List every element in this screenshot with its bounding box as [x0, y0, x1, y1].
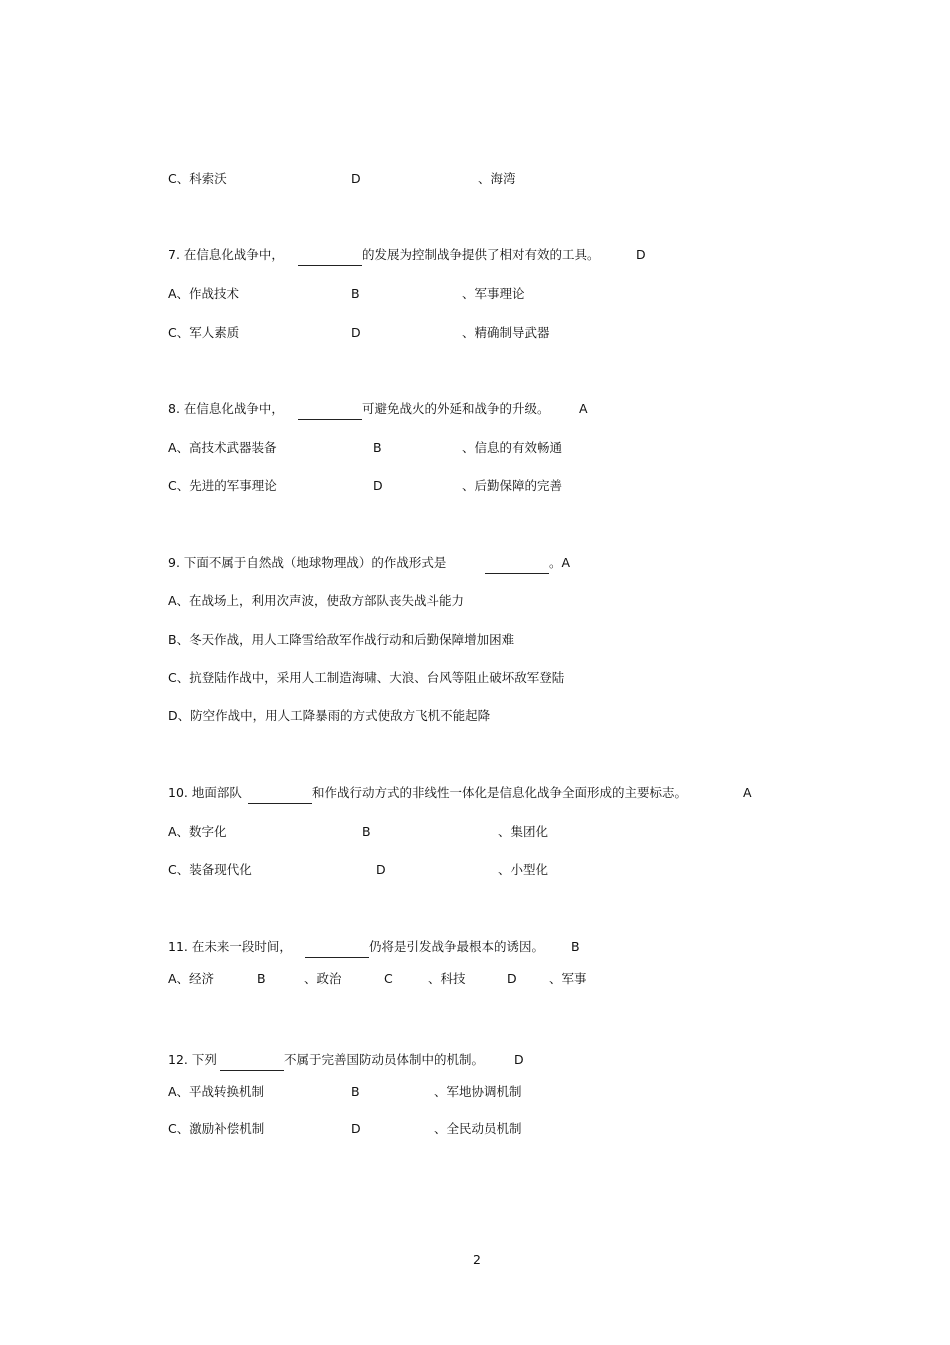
option-d-letter: D [351, 171, 361, 186]
q7-option-b-text: 、军事理论 [462, 286, 525, 301]
option-c-text: C、科索沃 [168, 171, 227, 186]
q10-option-d-text: 、小型化 [498, 862, 549, 877]
question-10-prefix: 10. 地面部队 [168, 785, 242, 800]
q12-option-a: A、平战转换机制 [168, 1084, 265, 1099]
q12-option-b-text: 、军地协调机制 [434, 1084, 522, 1099]
question-11-prefix: 11. 在未来一段时间， [168, 939, 292, 954]
q11-option-c-letter: C [384, 971, 393, 986]
q11-option-b-letter: B [257, 971, 266, 986]
q7-option-b-letter: B [351, 286, 360, 301]
question-8-answer: A [579, 401, 588, 416]
question-12-blank [220, 1070, 284, 1071]
question-9-prefix: 9. 下面不属于自然战（地球物理战）的作战形式是 [168, 555, 447, 570]
q10-option-b-letter: B [362, 824, 371, 839]
q11-option-d-letter: D [507, 971, 517, 986]
q9-option-d: D、防空作战中，用人工降暴雨的方式使敌方飞机不能起降 [168, 708, 491, 723]
q10-option-d-letter: D [376, 862, 386, 877]
q8-option-d-text: 、后勤保障的完善 [462, 478, 563, 493]
question-10-suffix: 和作战行动方式的非线性一体化是信息化战争全面形成的主要标志。 [312, 785, 688, 800]
q8-option-c: C、先进的军事理论 [168, 478, 277, 493]
question-7-prefix: 7. 在信息化战争中， [168, 247, 284, 262]
question-9-suffix: 。A [549, 555, 571, 570]
question-7-suffix: 的发展为控制战争提供了相对有效的工具。 [362, 247, 600, 262]
question-11-blank [305, 957, 369, 958]
q12-option-d-letter: D [351, 1121, 361, 1136]
question-8-blank [298, 419, 362, 420]
q10-option-b-text: 、集团化 [498, 824, 549, 839]
q10-option-a: A、数字化 [168, 824, 227, 839]
q9-option-b: B、冬天作战，用人工降雪给敌军作战行动和后勤保障增加困难 [168, 632, 515, 647]
q8-option-d-letter: D [373, 478, 383, 493]
q11-option-a: A、经济 [168, 971, 215, 986]
question-7-blank [298, 265, 362, 266]
option-d-text: 、海湾 [478, 171, 516, 186]
q8-option-b-text: 、信息的有效畅通 [462, 440, 563, 455]
q11-option-d-text: 、军事 [549, 971, 587, 986]
question-8-suffix: 可避免战火的外延和战争的升级。 [362, 401, 550, 416]
q8-option-a: A、高技术武器装备 [168, 440, 277, 455]
question-10-answer: A [743, 785, 752, 800]
question-9-blank [485, 573, 549, 574]
q9-option-c: C、抗登陆作战中，采用人工制造海啸、大浪、台风等阻止破坏敌军登陆 [168, 670, 565, 685]
question-11-answer: B [571, 939, 580, 954]
q7-option-a: A、作战技术 [168, 286, 240, 301]
question-12-answer: D [514, 1052, 524, 1067]
q7-option-d-letter: D [351, 325, 361, 340]
q12-option-c: C、激励补偿机制 [168, 1121, 265, 1136]
question-10-blank [248, 803, 312, 804]
q8-option-b-letter: B [373, 440, 382, 455]
question-8-prefix: 8. 在信息化战争中， [168, 401, 284, 416]
question-12-suffix: 不属于完善国防动员体制中的机制。 [284, 1052, 485, 1067]
question-7-answer: D [636, 247, 646, 262]
q12-option-b-letter: B [351, 1084, 360, 1099]
page-number: 2 [473, 1252, 481, 1267]
question-11-suffix: 仍将是引发战争最根本的诱因。 [369, 939, 545, 954]
question-12-prefix: 12. 下列 [168, 1052, 217, 1067]
q10-option-c: C、装备现代化 [168, 862, 252, 877]
q12-option-d-text: 、全民动员机制 [434, 1121, 522, 1136]
q11-option-b-text: 、政治 [304, 971, 342, 986]
q11-option-c-text: 、科技 [428, 971, 466, 986]
q9-option-a: A、在战场上，利用次声波，使敌方部队丧失战斗能力 [168, 593, 465, 608]
q7-option-c: C、军人素质 [168, 325, 240, 340]
q7-option-d-text: 、精确制导武器 [462, 325, 550, 340]
